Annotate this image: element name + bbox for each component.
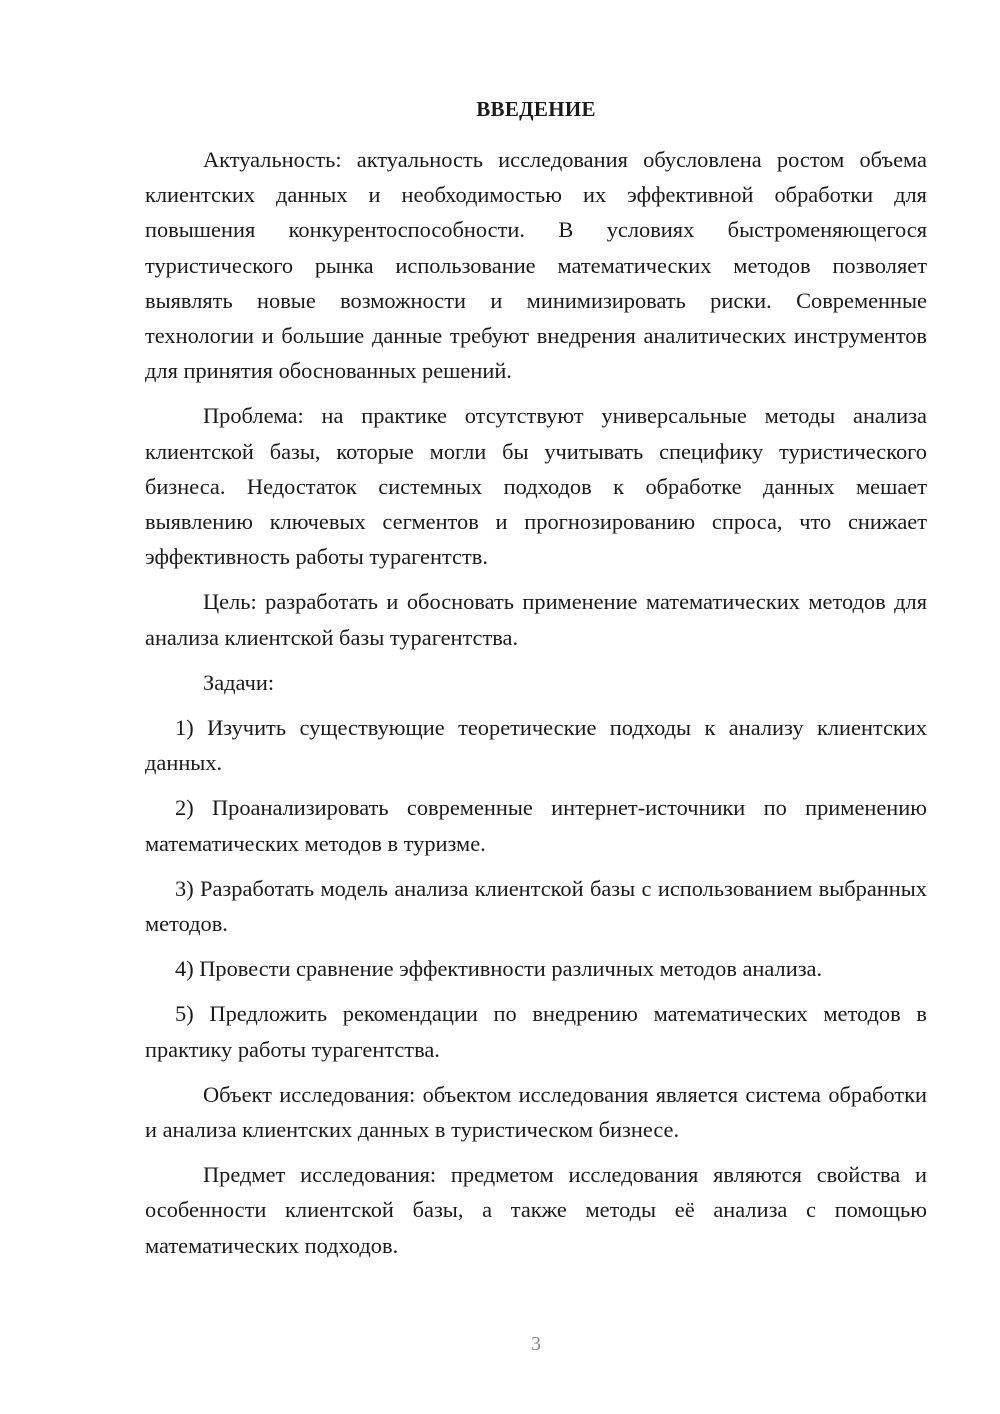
page-number: 3	[531, 1333, 541, 1355]
task-item-2: 2) Проанализировать современные интернет-источники по применению математических методов в туризме.	[145, 795, 927, 856]
paragraph-tasks-heading: Задачи:	[203, 669, 275, 695]
paragraph-subject: Предмет исследования: предметом исследования являются свойства и особенности клиентской базы, а также методы её анализа с помощью математических подходов.	[145, 1162, 927, 1258]
document-page	[145, 0, 927, 1414]
paragraph-relevance: Актуальность: актуальность исследования обусловлена ростом объема клиентских данных и необходимостью их эффективной обработки для повышения конкурентоспособности. В условиях быстроменяющегося туристического рынка использование математических методов позволяет выявлять новые возможности и минимизировать риски. Современные технологии и большие данные требуют внедрения аналитических инструментов для принятия обоснованных решений.	[145, 147, 927, 384]
paragraph-goal: Цель: разработать и обосновать применение математических методов для анализа клиентской базы турагентства.	[145, 589, 927, 650]
page-title: ВВЕДЕНИЕ	[476, 97, 596, 121]
task-item-5: 5) Предложить рекомендации по внедрению математических методов в практику работы турагентства.	[145, 1001, 927, 1062]
task-item-1: 1) Изучить существующие теоретические подходы к анализу клиентских данных.	[145, 715, 927, 776]
task-item-4: 4) Провести сравнение эффективности различных методов анализа.	[175, 956, 823, 982]
paragraph-problem: Проблема: на практике отсутствуют универсальные методы анализа клиентской базы, которые могли бы учитывать специфику туристического бизнеса. Недостаток системных подходов к обработке данных мешает выявлению ключевых сегментов и прогнозированию спроса, что снижает эффективность работы турагентств.	[145, 403, 927, 570]
paragraph-object: Объект исследования: объектом исследования является система обработки и анализа клиентских данных в туристическом бизнесе.	[145, 1081, 927, 1143]
document-body	[145, 142, 927, 1273]
task-item-3: 3) Разработать модель анализа клиентской базы с использованием выбранных методов.	[145, 875, 927, 937]
